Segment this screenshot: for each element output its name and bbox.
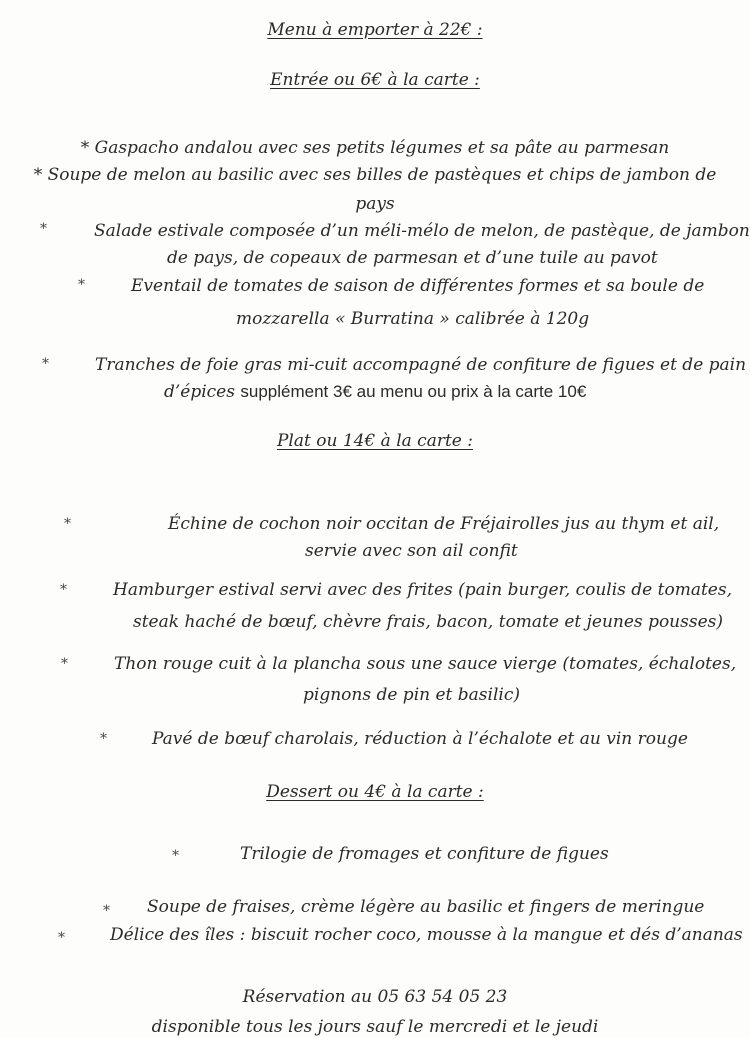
plat-heading: Plat ou 14€ à la carte : <box>276 431 473 451</box>
bullet-icon: * <box>40 221 47 237</box>
plat-item: servie avec son ail confit <box>305 541 518 561</box>
entree-item: * Soupe de melon au basilic avec ses billes de pastèques et chips de jambon de <box>33 165 717 185</box>
entree-item: * Gaspacho andalou avec ses petits légumes et sa pâte au parmesan <box>80 138 670 158</box>
plat-item: Hamburger estival servi avec des frites (pain burger, coulis de tomates, <box>113 580 732 600</box>
plat-item: steak haché de bœuf, chèvre frais, bacon, tomate et jeunes pousses) <box>133 612 723 632</box>
entree-item-text: d’épices <box>164 382 235 402</box>
availability-note: disponible tous les jours sauf le mercredi et le jeudi <box>151 1017 599 1037</box>
entree-item: pays <box>355 194 395 214</box>
plat-item: Thon rouge cuit à la plancha sous une sauce vierge (tomates, échalotes, <box>114 654 737 674</box>
plat-item: Pavé de bœuf charolais, réduction à l’échalote et au vin rouge <box>152 729 688 749</box>
bullet-icon: * <box>64 516 71 532</box>
bullet-icon: * <box>78 277 85 293</box>
entree-heading: Entrée ou 6€ à la carte : <box>270 70 480 90</box>
entree-item: Eventail de tomates de saison de différentes formes et sa boule de <box>131 276 705 296</box>
bullet-icon: * <box>60 582 67 598</box>
plat-item: Échine de cochon noir occitan de Fréjairolles jus au thym et ail, <box>168 514 720 534</box>
dessert-heading: Dessert ou 4€ à la carte : <box>266 782 484 802</box>
dessert-item: Délice des îles : biscuit rocher coco, mousse à la mangue et dés d’ananas <box>110 925 743 945</box>
bullet-icon: * <box>61 656 68 672</box>
menu-title: Menu à emporter à 22€ : <box>267 20 483 40</box>
dessert-item: Trilogie de fromages et confiture de figues <box>240 844 609 864</box>
entree-item: Tranches de foie gras mi-cuit accompagné de confiture de figues et de pain <box>95 355 747 375</box>
bullet-icon: * <box>100 731 107 747</box>
entree-item <box>164 381 586 403</box>
bullet-icon: * <box>103 903 110 919</box>
bullet-icon: * <box>42 356 49 372</box>
dessert-item: Soupe de fraises, crème légère au basilic et fingers de meringue <box>147 897 705 917</box>
bullet-icon: * <box>58 930 65 946</box>
reservation-phone: Réservation au 05 63 54 05 23 <box>242 987 508 1007</box>
entree-item: Salade estivale composée d’un méli-mélo de melon, de pastèque, de jambon <box>94 221 750 241</box>
plat-item: pignons de pin et basilic) <box>303 685 520 705</box>
bullet-icon: * <box>172 848 179 864</box>
entree-item: mozzarella « Burratina » calibrée à 120g <box>236 309 590 329</box>
entree-item: de pays, de copeaux de parmesan et d’une tuile au pavot <box>167 248 658 268</box>
foie-gras-supplement: supplément 3€ au menu ou prix à la carte 10€ <box>240 382 587 401</box>
